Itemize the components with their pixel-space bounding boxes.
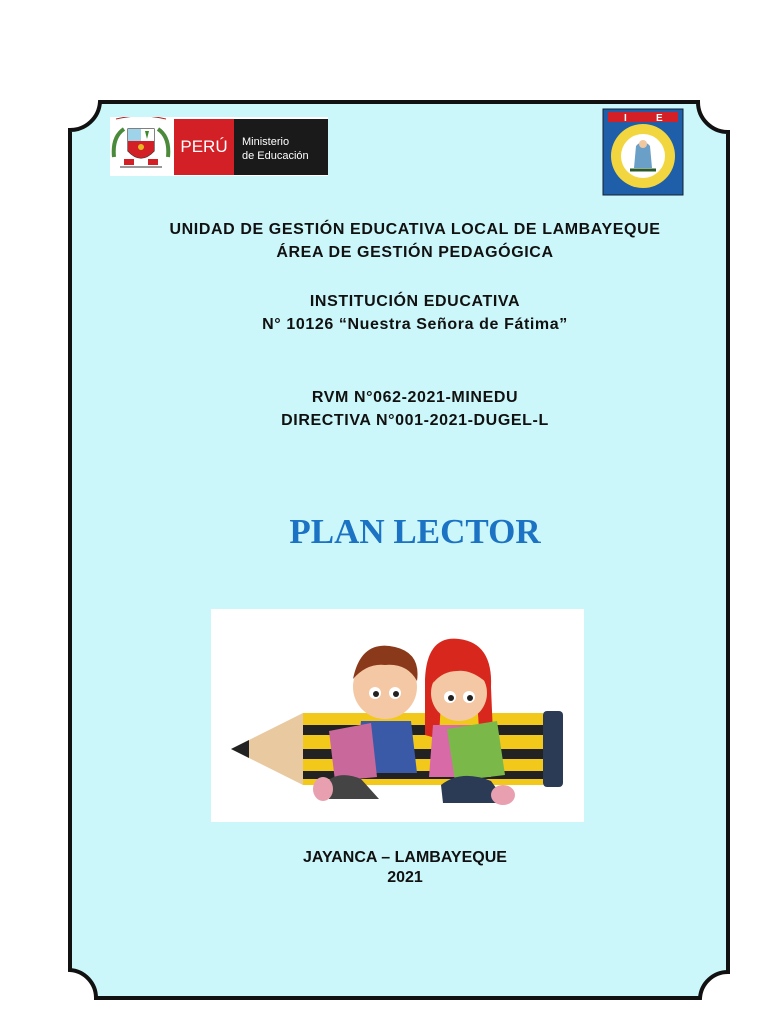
ministry-name-line1: Ministerio <box>242 136 290 148</box>
footer-place: JAYANCA – LAMBAYEQUE <box>303 849 507 866</box>
institution-heading <box>100 293 730 334</box>
footer-year: 2021 <box>387 869 423 886</box>
institution-heading-line2: N° 10126 “Nuestra Señora de Fátima” <box>262 316 568 333</box>
ugel-heading-line1: UNIDAD DE GESTIÓN EDUCATIVA LOCAL DE LAMBAYEQUE <box>169 221 661 238</box>
resolution-heading-line1: RVM N°062-2021-MINEDU <box>311 389 519 406</box>
ugel-heading <box>100 221 730 262</box>
resolution-heading-line2: DIRECTIVA N°001-2021-DUGEL-L <box>281 412 549 429</box>
ministry-banner <box>174 119 328 175</box>
peru-brand-text: PERÚ <box>174 119 234 175</box>
school-shield-icon <box>602 108 684 196</box>
institution-heading-line1: INSTITUCIÓN EDUCATIVA <box>309 293 521 310</box>
svg-text:E: E <box>656 113 663 124</box>
resolution-heading <box>100 389 730 430</box>
ministry-logo <box>110 117 328 176</box>
kids-reading-on-pencil-illustration <box>211 609 584 822</box>
peru-coat-of-arms-icon <box>110 117 172 176</box>
ugel-heading-line2: ÁREA DE GESTIÓN PEDAGÓGICA <box>276 244 554 261</box>
ministry-name-line2: de Educación <box>242 150 309 162</box>
page-title: PLAN LECTOR <box>289 512 541 551</box>
svg-text:I: I <box>624 113 627 124</box>
ministry-name <box>242 135 309 163</box>
